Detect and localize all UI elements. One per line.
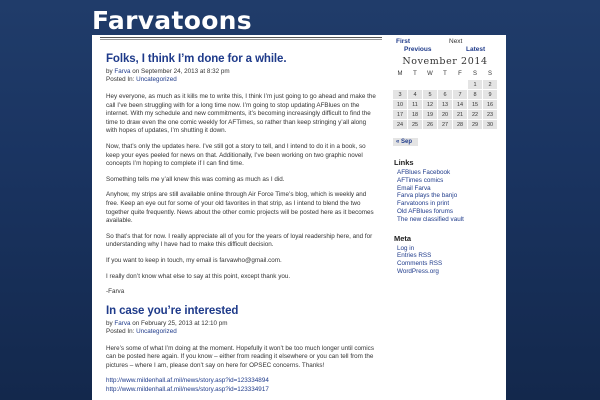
post-paragraph: So that’s that for now. I really appreciate all of you for the years of loyal readership here, and for understanding why I have had to make this difficult decision. (106, 232, 373, 249)
post (106, 305, 378, 395)
sidebar-link[interactable]: Email Farva (397, 184, 431, 192)
calendar-day: 11 (408, 100, 422, 109)
site-title[interactable]: Farvatoons (92, 6, 252, 35)
post-paragraph: -Farva (106, 288, 125, 296)
calendar-day-empty (438, 80, 452, 89)
post-date: on February 25, 2013 at 12:10 pm (132, 319, 228, 327)
calendar-day: 3 (393, 90, 407, 99)
calendar-day: 13 (438, 100, 452, 109)
calendar-day: 26 (423, 120, 437, 129)
calendar-day: 24 (393, 120, 407, 129)
calendar-weekday: T (413, 71, 417, 77)
calendar-day: 7 (453, 90, 467, 99)
content-area (92, 35, 506, 400)
meta-list (397, 245, 500, 276)
post-by: by (106, 319, 113, 327)
calendar-day: 14 (453, 100, 467, 109)
calendar-prev-month-link[interactable]: « Sep (393, 138, 418, 146)
post-author-link[interactable]: Farva (114, 319, 131, 327)
meta-heading: Meta (394, 233, 412, 243)
post-date: on September 24, 2013 at 8:32 pm (132, 68, 230, 75)
nav-latest-link[interactable]: Latest (466, 46, 486, 53)
post-title[interactable]: Folks, I think I’m done for a while. (106, 53, 287, 65)
calendar-day: 5 (423, 90, 437, 99)
post-meta (106, 320, 378, 336)
calendar-day-empty (393, 80, 407, 89)
links-list (397, 169, 500, 224)
nav-next-label[interactable]: Next (449, 38, 463, 45)
calendar-day: 20 (438, 110, 452, 119)
post-title[interactable]: In case you’re interested (106, 304, 239, 317)
calendar-day: 16 (483, 100, 497, 109)
sidebar-link[interactable]: The new classified vault (397, 215, 464, 223)
calendar-day: 8 (468, 90, 482, 99)
calendar-day: 10 (393, 100, 407, 109)
calendar-day: 9 (483, 90, 497, 99)
nav-first-link[interactable]: First (396, 38, 411, 45)
post-link[interactable]: http://www.mildenhall.af.mil/news/story.asp?id=123334894 (106, 377, 269, 385)
calendar-weekday: F (458, 71, 462, 77)
calendar-day: 29 (468, 120, 482, 129)
post-posted-in: Posted In: (106, 327, 135, 335)
calendar (392, 68, 498, 130)
calendar-weekday: M (397, 71, 403, 77)
post-paragraph: Hey everyone, as much as it kills me to write this, I think I’m just going to go ahead and make the call I’ve been struggling with for a long time now. I’m going to stop updating AFBlues on the internet. With my schedule and new commitments, it’s becoming increasingly difficult to find the time to draw even the one comic weekly for AFTimes, so rather than keep stringing y’all along with hopes of updates, I’m shutting it down. (106, 93, 376, 135)
calendar-weekday: S (487, 71, 492, 77)
meta-link[interactable]: Entries RSS (397, 252, 432, 260)
calendar-day: 18 (408, 110, 422, 119)
meta-link[interactable]: Comments RSS (397, 260, 443, 268)
calendar-weekday: S (472, 71, 477, 77)
meta-link[interactable]: WordPress.org (397, 267, 439, 275)
header-divider-secondary (100, 39, 382, 40)
calendar-day: 22 (468, 110, 482, 119)
calendar-day: 2 (483, 80, 497, 89)
post-paragraph: I really don’t know what else to say at this point, except thank you. (106, 272, 291, 280)
calendar-day: 28 (453, 120, 467, 129)
calendar-day: 1 (468, 80, 482, 89)
calendar-weekday: T (443, 71, 447, 77)
sidebar (394, 37, 500, 276)
post-paragraph: Anyhow, my strips are still available online through Air Force Time’s blog, which is weekly and free. Keep an eye out for some of your old favorites in that strip, as I intend to blend the two together quite frequently. News about the other comic projects will be posted here as it becomes available. (106, 191, 374, 225)
calendar-day-empty (453, 80, 467, 89)
calendar-day-empty (423, 80, 437, 89)
nav-previous-link[interactable]: Previous (404, 46, 432, 53)
calendar-day: 6 (438, 90, 452, 99)
calendar-day: 23 (483, 110, 497, 119)
calendar-caption: November 2014 (402, 56, 488, 67)
calendar-weekday: W (427, 71, 433, 77)
calendar-day: 30 (483, 120, 497, 129)
post-paragraph: If you want to keep in touch, my email is farvawho@gmail.com. (106, 256, 282, 264)
post-link[interactable]: http://www.mildenhall.af.mil/news/story.asp?id=123334917 (106, 386, 269, 394)
post-paragraph: Something tells me y’all knew this was coming as much as I did. (106, 175, 285, 183)
sidebar-link[interactable]: Farvatoons in print (397, 200, 450, 208)
post-category-link[interactable]: Uncategorized (136, 327, 177, 335)
sidebar-link[interactable]: AFTimes comics (397, 176, 444, 184)
post-posted-in: Posted In: (106, 76, 135, 83)
sidebar-link[interactable]: Farva plays the banjo (397, 192, 458, 200)
calendar-day: 21 (453, 110, 467, 119)
calendar-day-empty (408, 80, 422, 89)
post-body (106, 345, 378, 395)
comic-navigation (394, 37, 500, 55)
post (106, 53, 378, 297)
posts-column (106, 53, 378, 395)
post-category-link[interactable]: Uncategorized (136, 76, 177, 83)
calendar-day: 19 (423, 110, 437, 119)
post-author-link[interactable]: Farva (114, 68, 131, 75)
post-paragraph: Now, that’s only the updates here. I’ve still got a story to tell, and I intend to do it in a book, so keep your eyes peeled for news on that. Additionally, I’ve been working on two graphic novel concepts I’m hoping to complete if I can find time. (106, 142, 366, 168)
calendar-day: 12 (423, 100, 437, 109)
calendar-day: 15 (468, 100, 482, 109)
post-body (106, 93, 378, 297)
calendar-day: 4 (408, 90, 422, 99)
sidebar-link[interactable]: AFBlues Facebook (397, 169, 451, 176)
calendar-day: 17 (393, 110, 407, 119)
calendar-day: 27 (438, 120, 452, 129)
post-meta (106, 68, 378, 84)
sidebar-link[interactable]: Old AFBlues forums (397, 207, 453, 215)
header-divider (100, 37, 382, 38)
post-by: by (106, 68, 113, 75)
post-paragraph: Here’s some of what I’m doing at the moment. Hopefully it won’t be too much longer until comics can be posted here again. If you know – either from reading it elsewhere or you can tell from the pictures – where I am, please don’t say on here for OPSEC concerns. Thanks! (106, 344, 374, 369)
calendar-day: 25 (408, 120, 422, 129)
links-heading: Links (394, 158, 414, 167)
meta-link[interactable]: Log in (397, 244, 415, 252)
